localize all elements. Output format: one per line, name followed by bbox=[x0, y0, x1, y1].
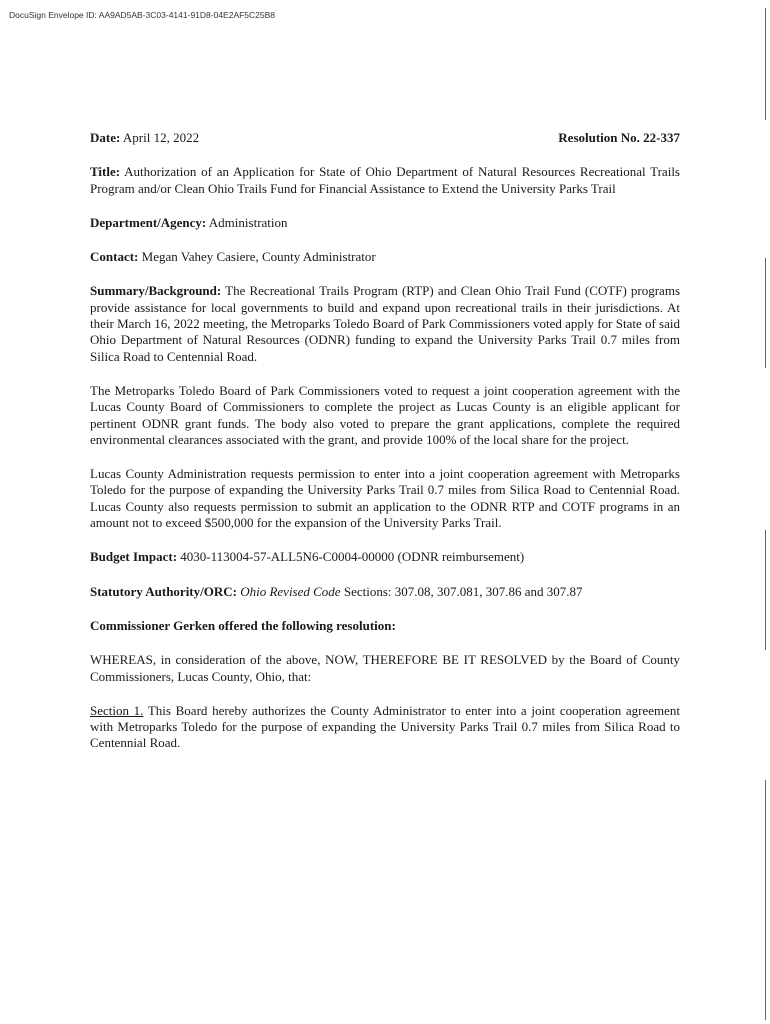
summary-paragraph-2: The Metroparks Toledo Board of Park Commissioners voted to request a joint cooperation agreement with the Lucas County Board of Commissioners to complete the project as Lucas County is an eligible applicant for pertinent ODNR grant funds. The body also voted to prepare the grant applications, complete the required environmental clearances associated with the grant, and provide 100% of the local share for the project. bbox=[90, 382, 680, 447]
title-section bbox=[90, 164, 680, 197]
contact-section bbox=[90, 249, 680, 265]
statutory-code-name: Ohio Revised Code bbox=[240, 583, 341, 599]
edge-scan-line bbox=[765, 258, 766, 368]
section-1-label: Section 1. bbox=[90, 702, 144, 718]
contact-text: Megan Vahey Casiere, County Administrator bbox=[141, 249, 376, 265]
summary-paragraph-3: Lucas County Administration requests permission to enter into a joint cooperation agreement with Metroparks Toledo for the purpose of expanding the University Parks Trail 0.7 miles from Silica Road to Centennial Road. Lucas County also requests permission to submit an application to the ODNR RTP and COTF programs in an amount not to exceed $500,000 for the expansion of the University Parks Trail. bbox=[90, 466, 680, 531]
whereas-paragraph: WHEREAS, in consideration of the above, NOW, THEREFORE BE IT RESOLVED by the Board of County Commissioners, Lucas County, Ohio, that: bbox=[90, 652, 680, 684]
docusign-envelope-id: DocuSign Envelope ID: AA9AD5AB-3C03-4141-91D8-04E2AF5C25B8 bbox=[9, 10, 276, 20]
department-text: Administration bbox=[208, 214, 288, 230]
section-1 bbox=[90, 703, 680, 752]
date-label: Date: bbox=[90, 130, 121, 145]
section-1-text: This Board hereby authorizes the County Administrator to enter into a joint cooperation agreement with Metroparks Toledo for the purpose of expanding the University Parks Trail 0.7 miles from Silica Road to Centennial Road. bbox=[90, 702, 680, 751]
budget-label: Budget Impact: bbox=[90, 549, 178, 565]
department-label: Department/Agency: bbox=[90, 214, 207, 230]
contact-label: Contact: bbox=[90, 249, 139, 265]
budget-text: 4030-113004-57-ALL5N6-C0004-00000 (ODNR reimbursement) bbox=[180, 549, 525, 565]
date-line bbox=[90, 130, 199, 146]
edge-scan-line bbox=[765, 780, 766, 1020]
resolution-number: Resolution No. 22-337 bbox=[558, 130, 680, 145]
date-value: April 12, 2022 bbox=[122, 130, 200, 145]
statutory-text: Sections: 307.08, 307.081, 307.86 and 307.87 bbox=[343, 583, 583, 599]
statutory-label: Statutory Authority/ORC: bbox=[90, 583, 237, 599]
offered-resolution-line: Commissioner Gerken offered the following resolution: bbox=[90, 617, 396, 633]
document-header bbox=[90, 130, 680, 146]
summary-section bbox=[90, 283, 680, 364]
edge-scan-line bbox=[765, 530, 766, 650]
budget-section bbox=[90, 549, 680, 565]
summary-label: Summary/Background: bbox=[90, 283, 222, 299]
title-text: Authorization of an Application for State of Ohio Department of Natural Resources Recreational Trails Program and/or Clean Ohio Trails Fund for Financial Assistance to Extend the University Parks Trail bbox=[90, 164, 680, 196]
department-section bbox=[90, 215, 680, 231]
statutory-section bbox=[90, 584, 680, 600]
resolution-document bbox=[90, 130, 680, 770]
title-label: Title: bbox=[90, 164, 121, 180]
summary-text: The Recreational Trails Program (RTP) and Clean Ohio Trail Fund (COTF) programs provide assistance for local governments to build and expand upon recreational trails in their jurisdictions. At their March 16, 2022 meeting, the Metroparks Toledo Board of Park Commissioners voted apply for State of said Ohio Department of Natural Resources (ODNR) funding to expand the University Parks Trail 0.7 miles from Silica Road to Centennial Road. bbox=[90, 283, 680, 364]
edge-scan-line bbox=[765, 8, 766, 120]
